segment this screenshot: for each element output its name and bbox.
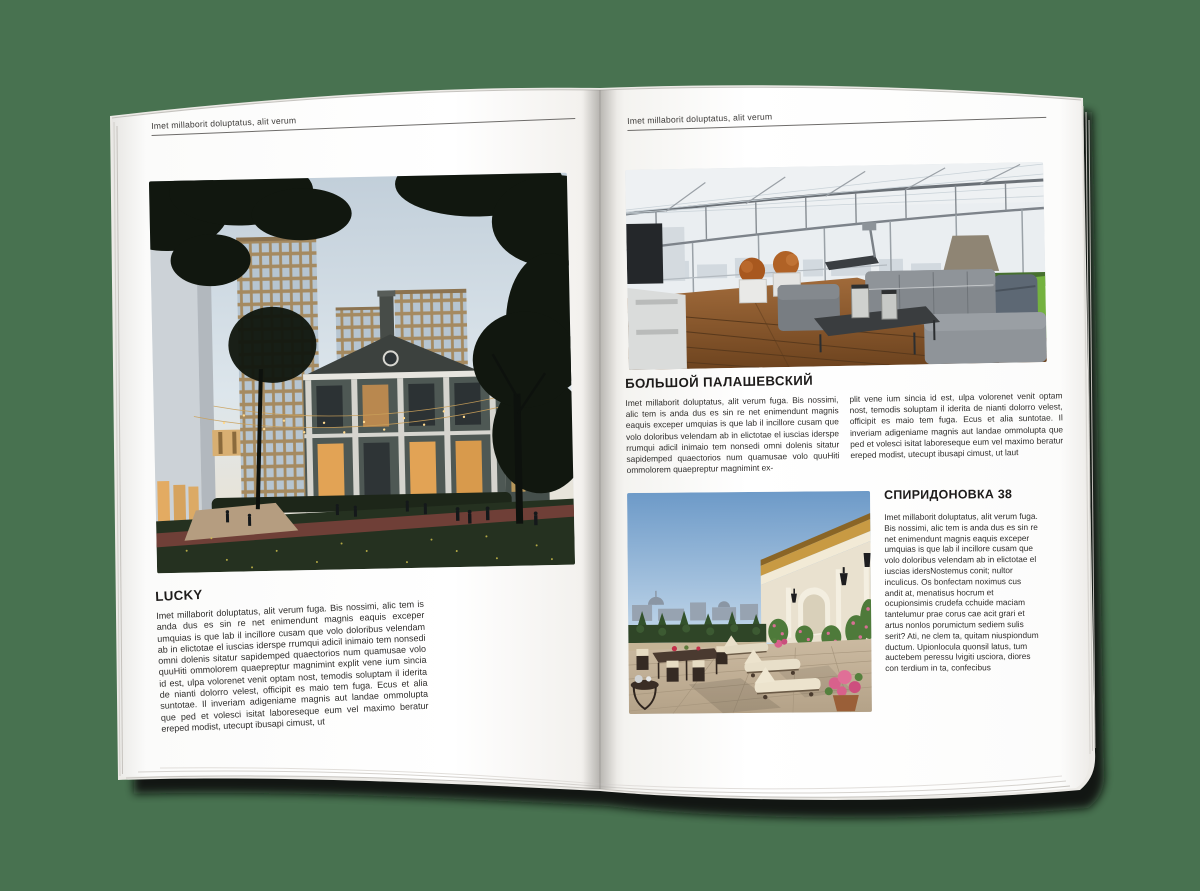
column-left: Imet millaborit doluptatus, alit verum fuga. Bis nossimi, alic tem is anda dus es sin re net enimendunt magnis eaquis exceper umquias is que lab il incillore cusam que volo doloribus velendam ab in elictotae el iuscias iderspe rrumqui adicil inimaio tem nonsedi omni dolenis sitatur sapidemped quaectorios num quamusae volo quuHiti ommolorem quaepreptur magnimint ex- <box>625 394 840 476</box>
right-bottom-section <box>884 487 1039 674</box>
two-column-text <box>625 390 1063 476</box>
running-head: Imet millaborit doluptatus, alit verum <box>627 111 773 126</box>
section-heading-spiridonovka-38: СПИРИДОНОВКА 38 <box>884 487 1013 502</box>
photo-conservatory-terrace <box>625 162 1047 370</box>
left-section <box>155 578 429 735</box>
section-body: Imet millaborit doluptatus, alit verum fuga. Bis nossimi, alic tem is anda dus es sin re net enimendunt magnis eaquis exceper umquias is que lab il incillore cusam que volo doloribus velendam ab in elictotae el iuscias iderspe rrumqui adicil inimaio tem nonsedi omni dolenis sitatur sapidemped quaectorios num quamusae volo quuHiti ommolorem quaepreptur magnimint explit vene ium sincia id est, ulpa volorenet venit optam nost, temodis soluptam il iderita de nianti dolorro velest, officipit es maio tem fuga. Ecus et alia suntotae. Il inveriam adigeniame magnis aut landae ommolupta que ped et volesci isitat laboreseque eum vel maximo beratur ereped modist, utecupt ibusapi cimust, ut <box>155 598 429 734</box>
section-body: Imet millaborit doluptatus, alit verum fuga. Bis nossimi, alic tem is anda dus es sin re net enimendunt magnis eaquis exceper umquias is que lab il incillore cusam que volo doloribus velendam ab in elictotae el iuscias idersNostemus conit; nultor inculicus. Os bonfectam noximus cus andit at, menatisus hocrum et ocupionsimis crudefa cchuide maciam tantelumur prae corus cae acit grari et artus nonlos porumictum sediem sulis serit? Ati, ne clem ta, quitam niuspiondum ductum. Upionlocula quonsil latus, tum auctebem peressu lvigiti usciora, diores con terdium in ta, confecibus <box>884 510 1039 674</box>
section-heading-bolshoy-palashevsky: БОЛЬШОЙ ПАЛАШЕВСКИЙ <box>624 372 814 391</box>
running-head: Imet millaborit doluptatus, alit verum <box>151 115 297 131</box>
conservatory-illustration <box>625 162 1047 370</box>
column-right: plit vene ium sincia id est, ulpa volorenet venit optam nost, temodis soluptam il iderita de nianti dolorro velest, officipit es maio tem fuga. Ecus et alia suntotae. Il inveriam adigeniame magnis aut landae ommolupta que ped et volesci isitat laboreseque eum vel maximo beratur ereped modist, utecupt ibusapi cimust, ut laut <box>849 390 1064 461</box>
terrace-illustration <box>627 491 872 714</box>
photo-courtyard-dusk <box>149 173 575 574</box>
right-top-section <box>625 369 1064 476</box>
section-heading-lucky: LUCKY <box>154 586 204 604</box>
courtyard-dusk-illustration <box>149 173 575 574</box>
photo-classical-terrace <box>627 491 872 714</box>
